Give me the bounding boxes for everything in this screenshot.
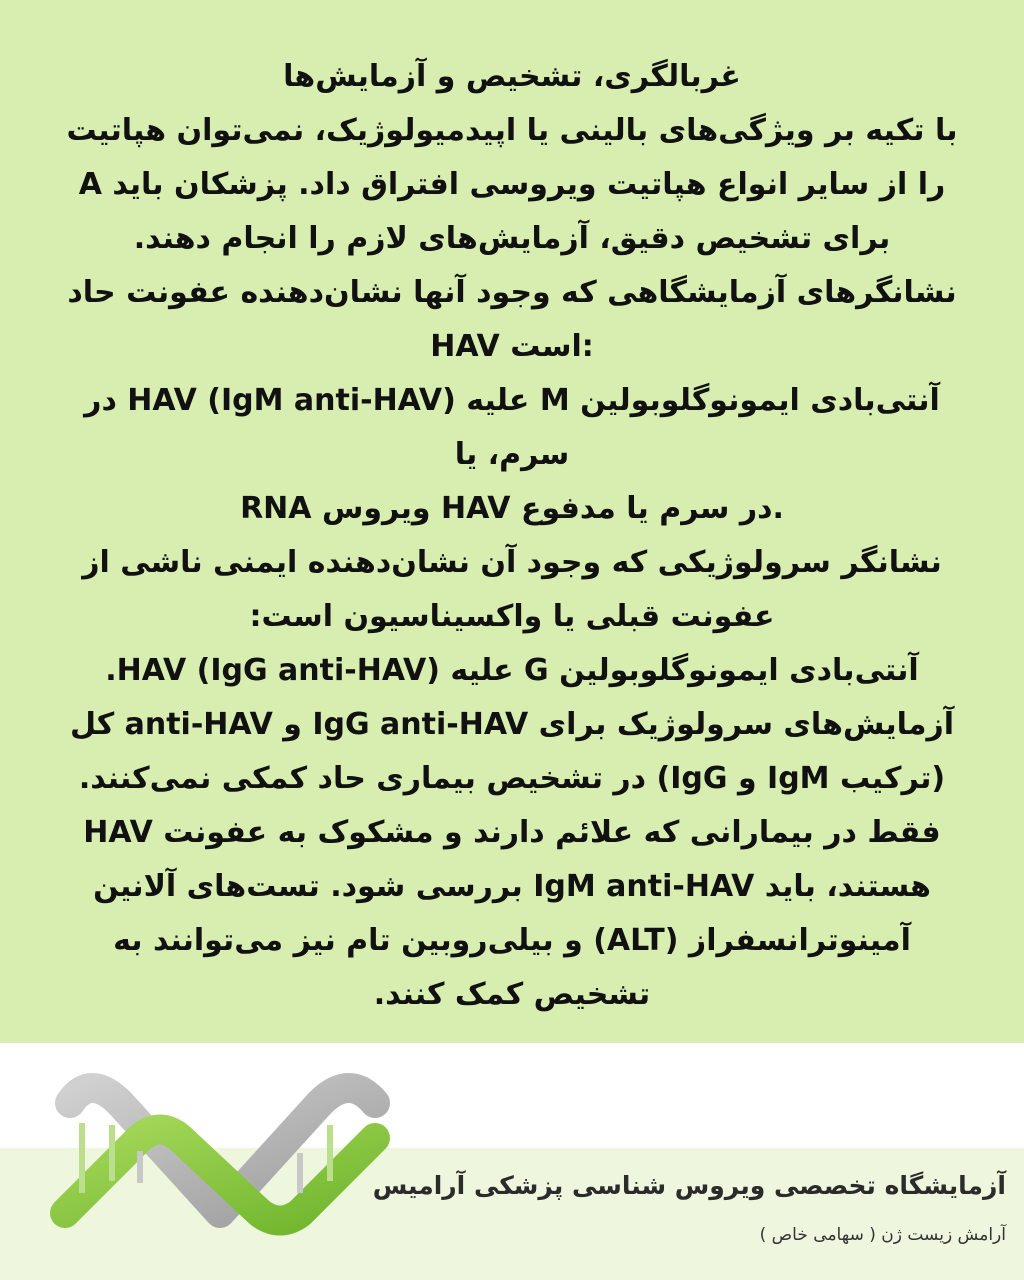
article-line: تشخیص کمک کنند. bbox=[373, 977, 651, 1012]
article-line: آنتی‌بادی ایمونوگلوبولین G علیه HAV (IgG anti-HAV). bbox=[105, 653, 919, 688]
footer-banner bbox=[0, 1043, 1024, 1280]
article-line: عفونت قبلی یا واکسیناسیون است: bbox=[249, 599, 775, 634]
article-line: نشانگر سرولوژیکی که وجود آن نشان‌دهنده ایمنی ناشی از bbox=[82, 545, 942, 580]
company-name: آرامش زیست ژن ( سهامی خاص ) bbox=[759, 1225, 1006, 1245]
article-line: فقط در بیمارانی که علائم دارند و مشکوک به عفونت HAV bbox=[83, 815, 941, 850]
article-line: A را از سایر انواع هپاتیت ویروسی افتراق داد. پزشکان باید bbox=[78, 167, 946, 202]
article-line: برای تشخیص دقیق، آزمایش‌های لازم را انجام دهند. bbox=[133, 221, 891, 256]
aramis-logo-icon bbox=[30, 1063, 410, 1263]
article-line: سرم، یا bbox=[454, 437, 570, 472]
article-line: آمینوترانسفراز (ALT) و بیلی‌روبین تام نیز می‌توانند به bbox=[113, 923, 911, 958]
article-line: RNA ویروس HAV در سرم یا مدفوع. bbox=[240, 491, 784, 526]
article-line: هستند، باید IgM anti-HAV بررسی شود. تست‌های آلانین bbox=[93, 869, 931, 904]
article-heading: غربالگری، تشخیص و آزمایش‌ها bbox=[283, 59, 741, 94]
article-line: با تکیه بر ویژگی‌های بالینی یا اپیدمیولوژیک، نمی‌توان هپاتیت bbox=[66, 113, 958, 148]
article-line: (ترکیب IgM و IgG) در تشخیص بیماری حاد کمکی نمی‌کنند. bbox=[78, 761, 946, 796]
article-line: HAV است: bbox=[430, 329, 594, 364]
article-body bbox=[10, 50, 1014, 1022]
article-line: آزمایش‌های سرولوژیک برای IgG anti-HAV و anti-HAV کل bbox=[69, 707, 955, 742]
article-line: نشانگرهای آزمایشگاهی که وجود آنها نشان‌دهنده عفونت حاد bbox=[67, 275, 957, 310]
lab-name: آزمایشگاه تخصصی ویروس شناسی پزشکی آرامیس bbox=[372, 1171, 1006, 1200]
article-line: آنتی‌بادی ایمونوگلوبولین M علیه HAV (IgM anti-HAV) در bbox=[84, 383, 940, 418]
